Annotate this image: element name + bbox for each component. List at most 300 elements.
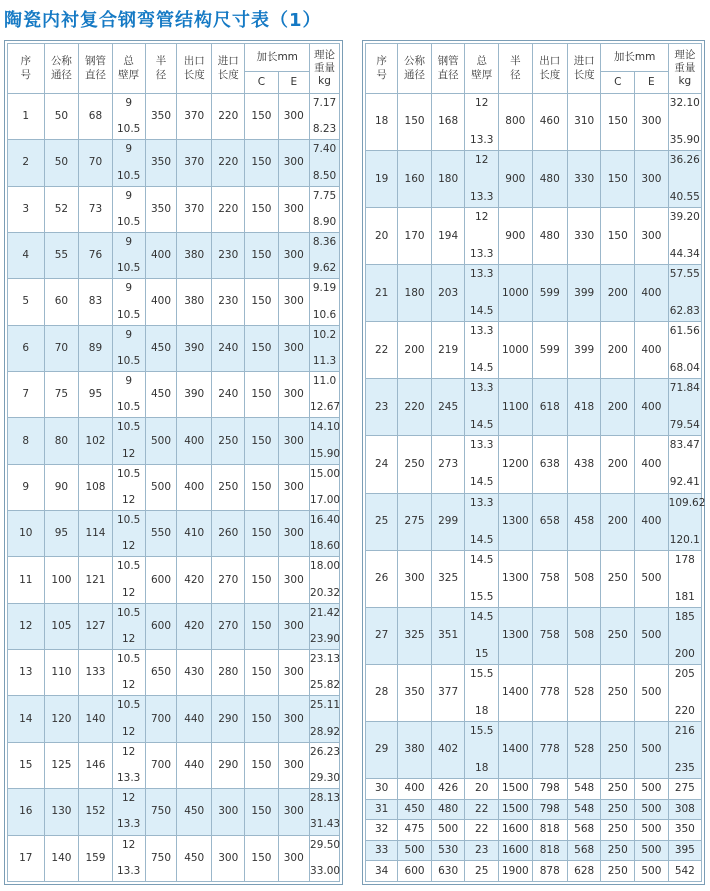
cell-stack [310, 604, 339, 649]
cell-no: 13 [8, 650, 45, 696]
cell-line: 10.5 [116, 215, 141, 228]
cell-stack [669, 722, 701, 778]
cell-no: 27 [366, 607, 398, 664]
cell-inlet-length: 290 [212, 696, 245, 742]
cell-stack [669, 551, 701, 607]
header-line: 半 [155, 55, 167, 68]
cell-wall-thickness [112, 603, 145, 649]
cell-inlet-length: 220 [212, 140, 245, 186]
cell-weight [668, 778, 701, 799]
cell-line: 10.2 [312, 328, 337, 341]
cell-stack [669, 665, 701, 721]
header-weight [668, 44, 701, 94]
cell-line: 18 [475, 761, 489, 774]
table-row [8, 603, 340, 649]
cell-outlet-length: 778 [532, 664, 567, 721]
cell-wall-thickness [112, 186, 145, 232]
table-row [8, 186, 340, 232]
cell-ext-c: 150 [245, 696, 278, 742]
cell-no: 18 [366, 94, 398, 151]
cell-weight [668, 664, 701, 721]
cell-no: 19 [366, 151, 398, 208]
header-line: 号 [376, 68, 387, 81]
cell-nominal-diameter: 600 [398, 861, 432, 882]
cell-ext-e: 300 [278, 140, 310, 186]
cell-ext-e: 500 [635, 550, 669, 607]
cell-line: 18.60 [310, 540, 341, 553]
cell-pipe-diameter: 500 [431, 820, 465, 841]
cell-line: 10.5 [116, 653, 141, 666]
cell-nominal-diameter: 70 [44, 325, 79, 371]
cell-ext-c: 150 [245, 279, 278, 325]
cell-nominal-diameter: 75 [44, 372, 79, 418]
cell-line: 9 [125, 282, 132, 295]
cell-outlet-length: 430 [177, 650, 212, 696]
cell-outlet-length: 370 [177, 140, 212, 186]
cell-nominal-diameter: 50 [44, 94, 79, 140]
cell-stack [310, 418, 339, 463]
cell-line: 10.5 [116, 467, 141, 480]
cell-wall-thickness [465, 379, 499, 436]
cell-stack [668, 494, 706, 550]
cell-inlet-length: 418 [567, 379, 601, 436]
header-row [366, 44, 702, 72]
cell-outlet-length: 480 [532, 208, 567, 265]
cell-ext-e: 300 [278, 325, 310, 371]
cell-no: 32 [366, 820, 398, 841]
cell-line: 12 [121, 725, 136, 738]
cell-ext-e: 500 [635, 840, 669, 861]
cell-line: 13.3 [470, 248, 494, 261]
cell-line: 14.5 [470, 419, 494, 432]
cell-ext-e: 300 [278, 372, 310, 418]
header-line: kg [318, 75, 331, 88]
cell-nominal-diameter: 300 [398, 550, 432, 607]
cell-line: 8.23 [312, 123, 337, 136]
header-line: 长度 [183, 68, 205, 81]
cell-pipe-diameter: 73 [79, 186, 112, 232]
right-table-panel [362, 40, 705, 885]
table-row [366, 664, 702, 721]
cell-stack [465, 208, 498, 264]
cell-nominal-diameter: 500 [398, 840, 432, 861]
cell-outlet-length: 778 [532, 721, 567, 778]
header-line: 序 [376, 55, 387, 68]
cell-stack [669, 608, 701, 664]
cell-no: 2 [8, 140, 45, 186]
cell-inlet-length: 399 [567, 322, 601, 379]
cell-wall-thickness [112, 511, 145, 557]
cell-stack [310, 326, 339, 371]
cell-radius: 800 [499, 94, 533, 151]
cell-line: 26.23 [310, 745, 341, 758]
cell-line: 14.5 [470, 305, 494, 318]
cell-pipe-diameter: 76 [79, 233, 112, 279]
cell-nominal-diameter: 95 [44, 511, 79, 557]
cell-line: 12 [475, 97, 489, 109]
cell-radius: 900 [499, 208, 533, 265]
cell-inlet-length: 568 [567, 840, 601, 861]
cell-line: 13.3 [470, 325, 494, 338]
cell-line: 17.00 [310, 493, 341, 506]
cell-pipe-diameter: 630 [431, 861, 465, 882]
table-row [8, 325, 340, 371]
cell-weight [310, 696, 340, 742]
cell-ext-e: 500 [635, 861, 669, 882]
cell-nominal-diameter: 200 [398, 322, 432, 379]
cell-wall-thickness [465, 799, 499, 820]
cell-nominal-diameter: 140 [44, 835, 79, 882]
cell-outlet-length: 599 [532, 322, 567, 379]
cell-weight [310, 742, 340, 788]
header-line: 出口 [539, 55, 561, 68]
cell-wall-thickness [465, 436, 499, 493]
cell-line: 18 [475, 704, 489, 717]
cell-line: 9 [125, 97, 132, 109]
cell-ext-c: 150 [245, 650, 278, 696]
cell-line: 220 [674, 704, 695, 717]
cell-ext-e: 300 [278, 186, 310, 232]
cell-nominal-diameter: 120 [44, 696, 79, 742]
cell-line: 79.54 [669, 419, 700, 432]
cell-ext-c: 150 [245, 511, 278, 557]
cell-line: 9 [125, 236, 132, 249]
cell-line: 20.32 [310, 586, 341, 599]
cell-line: 12 [121, 447, 136, 460]
cell-line: 14.5 [470, 610, 494, 623]
cell-inlet-length: 330 [567, 151, 601, 208]
cell-ext-c: 250 [601, 550, 635, 607]
cell-no: 30 [366, 778, 398, 799]
cell-pipe-diameter: 402 [431, 721, 465, 778]
cell-ext-e: 500 [635, 799, 669, 820]
cell-line: 13.3 [470, 439, 494, 452]
cell-ext-e: 300 [635, 151, 669, 208]
cell-line: 13.3 [116, 818, 141, 831]
header-line: 序 [20, 55, 31, 68]
table-row [8, 279, 340, 325]
cell-outlet-length: 400 [177, 418, 212, 464]
table-row [366, 322, 702, 379]
header-out-len [532, 44, 567, 94]
cell-line: 36.26 [669, 154, 700, 167]
table-row [366, 840, 702, 861]
cell-nominal-diameter: 350 [398, 664, 432, 721]
cell-stack [310, 372, 339, 417]
cell-no: 31 [366, 799, 398, 820]
cell-ext-e: 300 [278, 650, 310, 696]
cell-pipe-diameter: 245 [431, 379, 465, 436]
cell-line: 25.82 [310, 679, 341, 692]
cell-ext-c: 150 [601, 94, 635, 151]
cell-radius: 1100 [499, 379, 533, 436]
cell-wall-thickness [465, 94, 499, 151]
cell-ext-c: 250 [601, 607, 635, 664]
cell-inlet-length: 250 [212, 464, 245, 510]
cell-inlet-length: 438 [567, 436, 601, 493]
cell-stack [465, 665, 498, 721]
cell-radius: 750 [145, 835, 177, 882]
cell-ext-c: 150 [601, 208, 635, 265]
cell-weight [310, 835, 340, 882]
cell-line: 35.90 [669, 133, 700, 146]
left-table-panel [4, 40, 343, 885]
cell-radius: 1000 [499, 265, 533, 322]
cell-line: 14.5 [470, 476, 494, 489]
cell-outlet-length: 390 [177, 325, 212, 371]
cell-stack [310, 465, 339, 510]
cell-weight [310, 279, 340, 325]
header-line: 壁厚 [118, 68, 140, 81]
cell-line: 29.30 [310, 772, 341, 785]
header-line: 长度 [573, 68, 595, 81]
cell-nominal-diameter: 105 [44, 603, 79, 649]
cell-outlet-length: 450 [177, 789, 212, 835]
cell-line: 12 [121, 586, 136, 599]
cell-line: 11.0 [312, 375, 337, 388]
cell-weight [668, 379, 701, 436]
cell-line: 120.1 [669, 533, 700, 546]
cell-weight [668, 550, 701, 607]
cell-stack [310, 94, 339, 139]
cell-radius: 400 [145, 233, 177, 279]
cell-line: 235 [674, 761, 695, 774]
cell-ext-c: 250 [601, 721, 635, 778]
cell-inlet-length: 568 [567, 820, 601, 841]
cell-no: 12 [8, 603, 45, 649]
cell-stack [113, 511, 145, 556]
cell-line: 10.5 [116, 308, 141, 321]
cell-radius: 1600 [499, 820, 533, 841]
header-line: 公称 [404, 55, 426, 68]
cell-pipe-diameter: 180 [431, 151, 465, 208]
cell-nominal-diameter: 180 [398, 265, 432, 322]
header-ext-e: E [635, 72, 669, 94]
cell-inlet-length: 270 [212, 603, 245, 649]
cell-stack [113, 94, 145, 139]
cell-ext-c: 250 [601, 778, 635, 799]
cell-ext-e: 500 [635, 664, 669, 721]
cell-ext-e: 300 [278, 94, 310, 140]
cell-ext-c: 250 [601, 664, 635, 721]
cell-weight [668, 820, 701, 841]
table-row [366, 607, 702, 664]
cell-wall-thickness [465, 721, 499, 778]
cell-nominal-diameter: 100 [44, 557, 79, 603]
cell-inlet-length: 230 [212, 279, 245, 325]
cell-radius: 1200 [499, 436, 533, 493]
cell-no: 20 [366, 208, 398, 265]
cell-ext-e: 300 [278, 511, 310, 557]
cell-ext-e: 300 [278, 603, 310, 649]
cell-line: 13.3 [470, 191, 494, 204]
cell-ext-c: 150 [245, 742, 278, 788]
cell-no: 9 [8, 464, 45, 510]
cell-line: 13.3 [470, 382, 494, 395]
cell-line: 12 [121, 633, 136, 645]
cell-wall-thickness [465, 265, 499, 322]
cell-ext-c: 200 [601, 493, 635, 550]
cell-pipe-diameter: 530 [431, 840, 465, 861]
cell-inlet-length: 330 [567, 208, 601, 265]
cell-inlet-length: 458 [567, 493, 601, 550]
cell-inlet-length: 260 [212, 511, 245, 557]
cell-outlet-length: 599 [532, 265, 567, 322]
table-row [8, 835, 340, 882]
cell-inlet-length: 310 [567, 94, 601, 151]
cell-stack [310, 650, 339, 695]
header-line: 径 [510, 68, 521, 81]
cell-line: 9 [125, 143, 132, 156]
cell-radius: 1500 [499, 778, 533, 799]
header-nominal [398, 44, 432, 94]
cell-stack [113, 233, 145, 278]
cell-inlet-length: 240 [212, 325, 245, 371]
cell-ext-c: 150 [245, 186, 278, 232]
cell-stack [669, 151, 701, 207]
cell-outlet-length: 460 [532, 94, 567, 151]
table-row [8, 94, 340, 140]
cell-outlet-length: 420 [177, 557, 212, 603]
cell-ext-c: 150 [245, 325, 278, 371]
cell-line: 395 [674, 844, 695, 856]
cell-line: 16.40 [310, 514, 341, 527]
cell-radius: 1000 [499, 322, 533, 379]
cell-nominal-diameter: 380 [398, 721, 432, 778]
cell-line: 13.3 [116, 772, 141, 785]
cell-line: 10.6 [312, 308, 337, 321]
cell-no: 4 [8, 233, 45, 279]
header-line: 长度 [539, 68, 561, 81]
header-out-len [177, 44, 212, 94]
cell-radius: 500 [145, 464, 177, 510]
cell-pipe-diameter: 273 [431, 436, 465, 493]
header-row [8, 44, 340, 72]
cell-stack [669, 436, 701, 492]
cell-outlet-length: 400 [177, 464, 212, 510]
cell-radius: 500 [145, 418, 177, 464]
cell-wall-thickness [112, 835, 145, 882]
cell-outlet-length: 370 [177, 94, 212, 140]
cell-stack [310, 511, 339, 556]
cell-nominal-diameter: 275 [398, 493, 432, 550]
cell-ext-e: 300 [635, 208, 669, 265]
cell-outlet-length: 420 [177, 603, 212, 649]
cell-wall-thickness [465, 550, 499, 607]
table-row [366, 493, 702, 550]
cell-ext-c: 200 [601, 322, 635, 379]
cell-stack [113, 187, 145, 232]
header-ext-c: C [601, 72, 635, 94]
cell-pipe-diameter: 108 [79, 464, 112, 510]
cell-pipe-diameter: 146 [79, 742, 112, 788]
cell-ext-e: 500 [635, 820, 669, 841]
cell-stack [465, 722, 498, 778]
cell-line: 109.62 [668, 496, 706, 509]
cell-stack [669, 322, 701, 378]
cell-nominal-diameter: 60 [44, 279, 79, 325]
cell-stack [113, 557, 145, 602]
cell-stack [669, 265, 701, 321]
cell-ext-e: 300 [635, 94, 669, 151]
cell-no: 34 [366, 861, 398, 882]
cell-stack [113, 465, 145, 510]
cell-nominal-diameter: 55 [44, 233, 79, 279]
cell-ext-c: 250 [601, 820, 635, 841]
cell-weight [310, 789, 340, 835]
cell-stack [465, 379, 498, 435]
cell-inlet-length: 220 [212, 94, 245, 140]
cell-wall-thickness [465, 208, 499, 265]
header-line: 进口 [573, 55, 595, 68]
cell-wall-thickness [112, 418, 145, 464]
cell-line: 22 [475, 802, 489, 815]
cell-no: 26 [366, 550, 398, 607]
cell-weight [668, 265, 701, 322]
cell-nominal-diameter: 450 [398, 799, 432, 820]
cell-pipe-diameter: 219 [431, 322, 465, 379]
cell-wall-thickness [112, 372, 145, 418]
cell-pipe-diameter: 159 [79, 835, 112, 882]
spec-table-right [365, 43, 706, 882]
header-line: 径 [155, 68, 167, 81]
cell-radius: 450 [145, 372, 177, 418]
cell-stack [465, 265, 498, 321]
cell-line: 275 [674, 782, 695, 795]
header-line: 钢管 [84, 55, 106, 68]
cell-ext-c: 200 [601, 436, 635, 493]
table-row [366, 550, 702, 607]
cell-radius: 650 [145, 650, 177, 696]
cell-ext-c: 150 [245, 464, 278, 510]
cell-radius: 1900 [499, 861, 533, 882]
cell-wall-thickness [465, 151, 499, 208]
cell-outlet-length: 658 [532, 493, 567, 550]
cell-stack [465, 151, 498, 207]
cell-weight [668, 607, 701, 664]
table-body [8, 94, 340, 882]
table-header [8, 44, 340, 94]
header-line: 公称 [50, 55, 72, 68]
cell-line: 29.50 [310, 838, 341, 851]
header-weight [310, 44, 340, 94]
cell-ext-e: 400 [635, 379, 669, 436]
cell-radius: 350 [145, 186, 177, 232]
cell-line: 25.11 [310, 699, 341, 712]
cell-wall-thickness [465, 861, 499, 882]
cell-no: 7 [8, 372, 45, 418]
header-radius [499, 44, 533, 94]
cell-radius: 1300 [499, 493, 533, 550]
header-line: 重量 [674, 61, 696, 74]
cell-line: 9 [125, 328, 132, 341]
cell-ext-e: 400 [635, 322, 669, 379]
header-line: 长度 [217, 68, 239, 81]
cell-wall-thickness [465, 840, 499, 861]
cell-line: 15.00 [310, 467, 341, 480]
table-row [8, 557, 340, 603]
cell-pipe-diameter: 114 [79, 511, 112, 557]
page-title: 陶瓷内衬复合钢弯管结构尺寸表（1） [4, 10, 322, 31]
cell-no: 10 [8, 511, 45, 557]
cell-inlet-length: 528 [567, 664, 601, 721]
header-line: 壁厚 [471, 68, 493, 81]
cell-pipe-diameter: 152 [79, 789, 112, 835]
cell-stack [113, 279, 145, 324]
cell-ext-c: 150 [245, 372, 278, 418]
cell-stack [310, 836, 339, 882]
cell-outlet-length: 480 [532, 151, 567, 208]
